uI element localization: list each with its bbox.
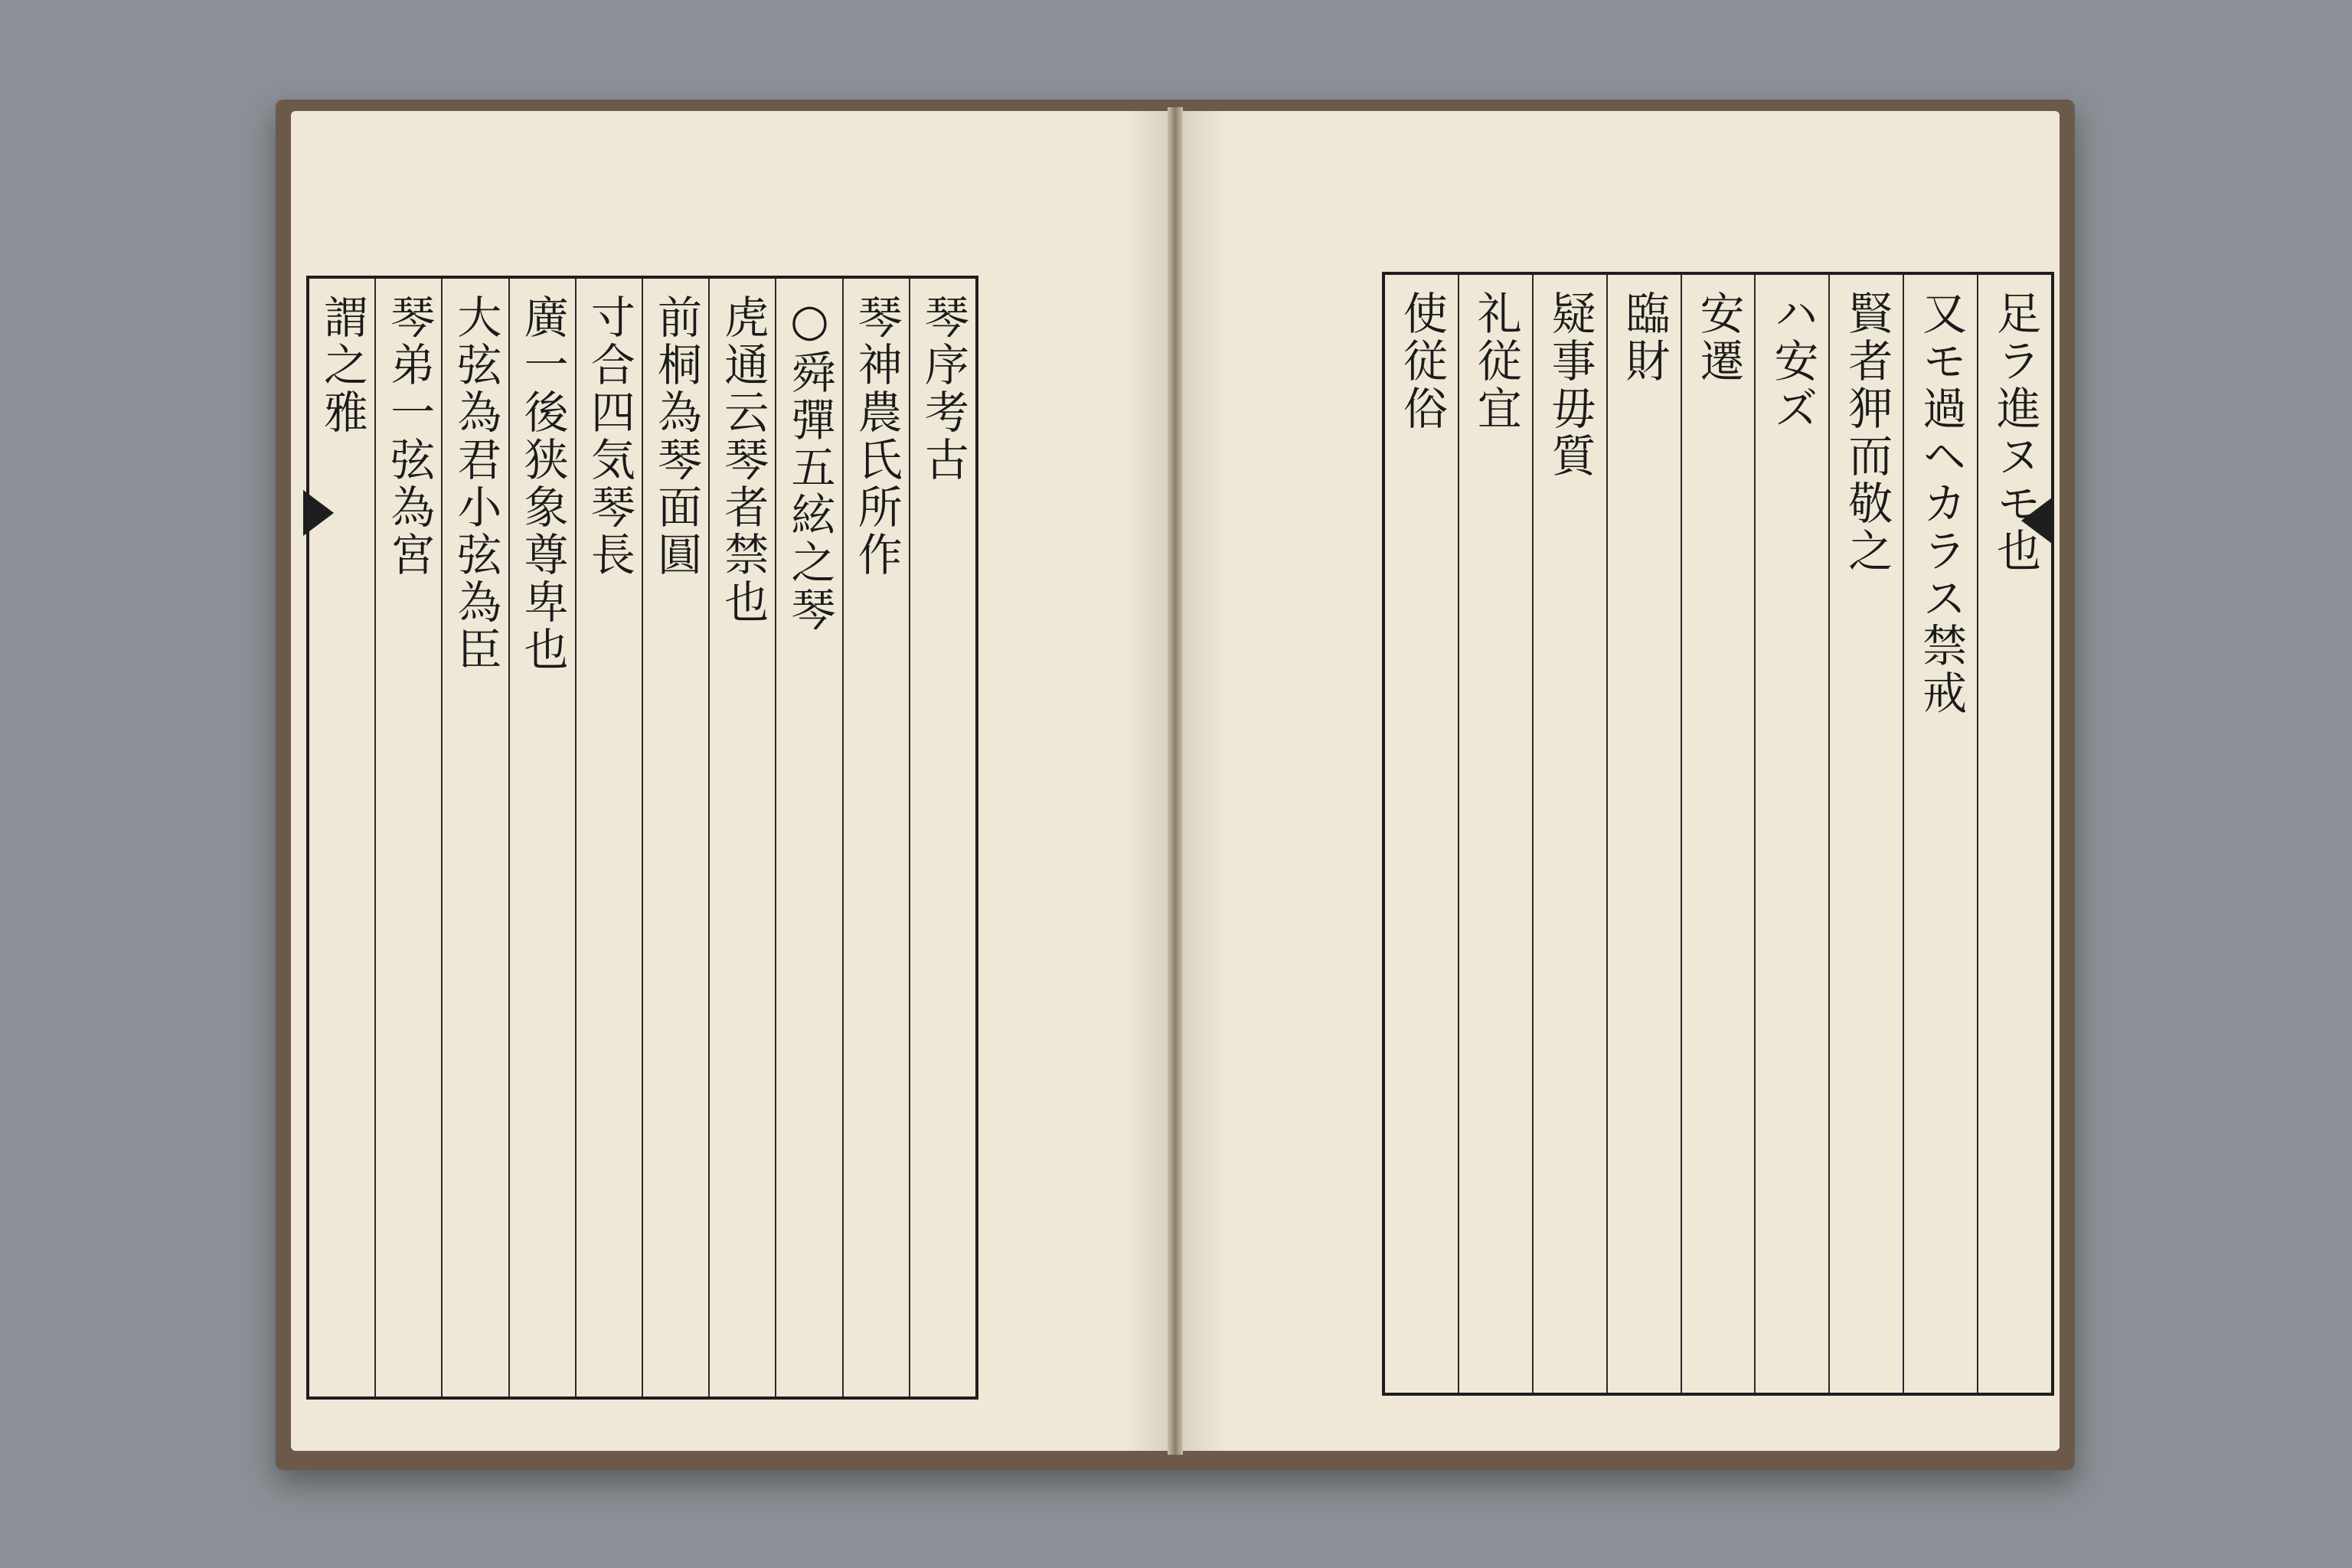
book-gutter [1168, 107, 1183, 1455]
right-column [1977, 275, 2051, 1393]
column-text: 琴神農氏所作 [850, 294, 903, 579]
column-text: 疑事毋質 [1544, 290, 1596, 480]
column-text: 謂之雅 [316, 294, 369, 436]
left-column [441, 279, 508, 1396]
column-text: 廣一後狭象尊卑也 [516, 294, 569, 674]
right-column [1385, 275, 1458, 1393]
fishtail-marker [2021, 498, 2052, 544]
right-column [1828, 275, 1903, 1393]
fishtail-marker [303, 490, 334, 536]
column-text: 使従俗 [1395, 290, 1448, 433]
left-text-frame [306, 276, 978, 1400]
column-text: 安遷 [1692, 290, 1745, 385]
left-column [575, 279, 642, 1396]
column-text: 賢者狎而敬之 [1841, 290, 1893, 575]
column-text: 又モ過ヘカラス禁戒 [1915, 290, 1968, 717]
column-text: 前桐為琴面圓 [650, 294, 703, 579]
right-column [1903, 275, 1977, 1393]
left-column [508, 279, 575, 1396]
right-column [1532, 275, 1606, 1393]
right-text-frame [1382, 272, 2054, 1396]
left-column [842, 279, 909, 1396]
right-column [1606, 275, 1681, 1393]
left-column [708, 279, 775, 1396]
column-text: 虎通云琴者禁也 [717, 294, 769, 626]
right-column [1681, 275, 1755, 1393]
left-column [374, 279, 441, 1396]
column-text: 臨財 [1618, 290, 1671, 385]
column-text: 礼従宜 [1469, 290, 1522, 433]
column-text: 大弦為君小弦為臣 [449, 294, 502, 674]
column-text: 琴弟一弦為宮 [383, 294, 436, 579]
column-text: ハ安ズ [1766, 290, 1819, 433]
column-text: ○舜彈五絃之琴 [783, 294, 836, 634]
right-column [1458, 275, 1532, 1393]
left-column [309, 279, 374, 1396]
column-text: 寸合四気琴長 [583, 294, 635, 579]
right-column [1754, 275, 1828, 1393]
left-column [775, 279, 841, 1396]
left-column [642, 279, 708, 1396]
column-text: 足ラ進ヌモ也 [1989, 290, 2041, 575]
left-column [909, 279, 975, 1396]
column-text: 琴序考古 [916, 294, 969, 484]
